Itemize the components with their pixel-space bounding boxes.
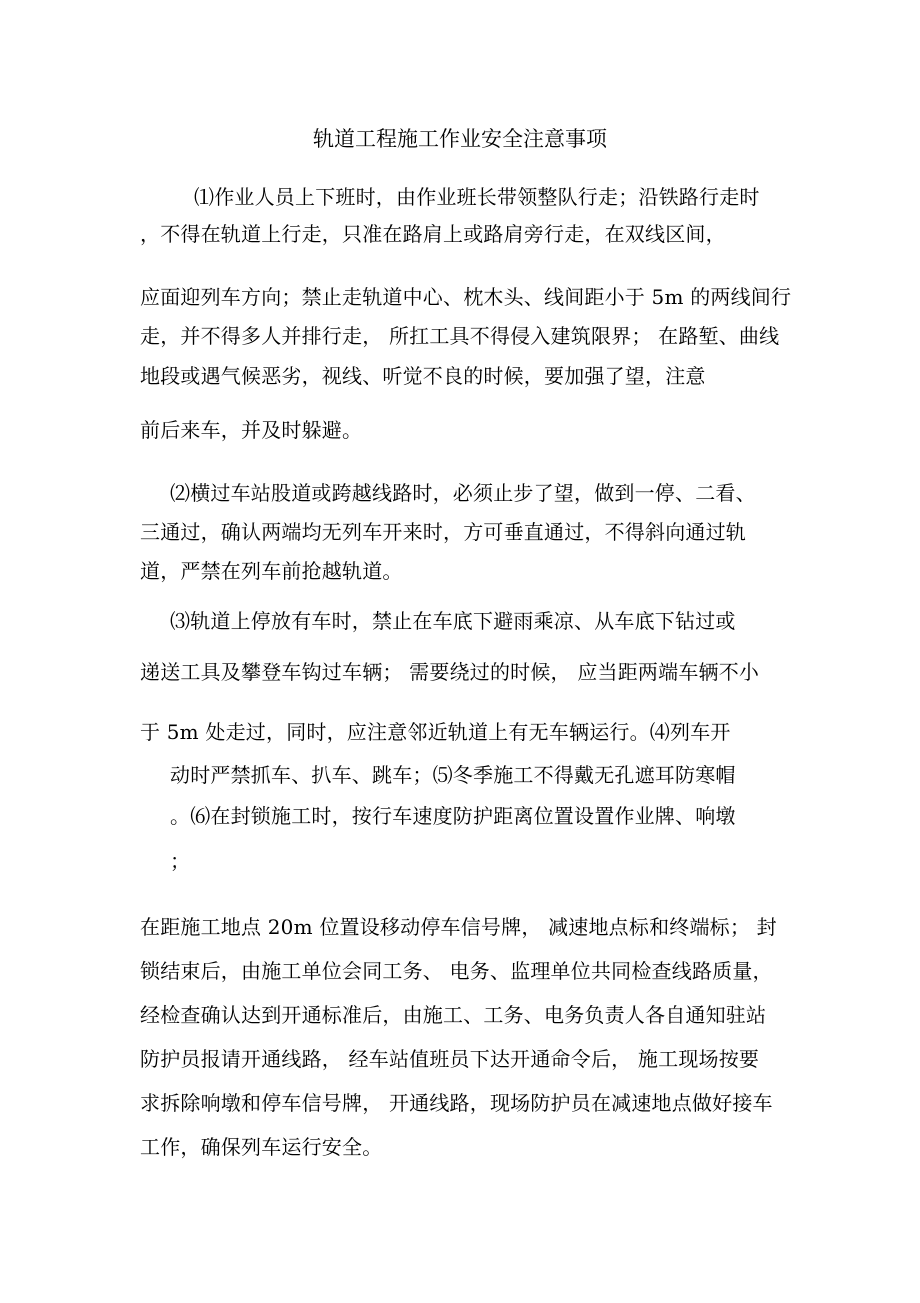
- text-line: 经检查确认达到开通标准后，由施工、工务、电务负责人各自通知驻站: [140, 1003, 767, 1027]
- text-line: 锁结束后，由施工单位会同工务、 电务、监理单位共同检查线路质量，: [140, 959, 773, 983]
- text-line: 。⑹在封锁施工时，按行车速度防护距离位置设置作业牌、响墩: [170, 804, 736, 828]
- document-title: 轨道工程施工作业安全注意事项: [313, 127, 607, 151]
- text-line: ，不得在轨道上行走，只准在路肩上或路肩旁行走，在双线区间，: [140, 222, 726, 246]
- text-line: 求拆除响墩和停车信号牌， 开通线路，现场防护员在减速地点做好接车: [140, 1091, 773, 1115]
- text-line: ⑵横过车站股道或跨越线路时，必须止步了望，做到一停、二看、: [170, 481, 756, 505]
- text-line: ⑶轨道上停放有车时，禁止在车底下避雨乘凉、从车底下钻过或: [170, 609, 736, 633]
- text-line: 在距施工地点 20m 位置设移动停车信号牌， 减速地点标和终端标； 封: [140, 915, 777, 939]
- text-line: 于 5m 处走过，同时，应注意邻近轨道上有无车辆运行。⑷列车开: [140, 720, 731, 744]
- text-line: 三通过，确认两端均无列车开来时，方可垂直通过，不得斜向通过轨: [140, 520, 746, 544]
- text-line: 动时严禁抓车、扒车、跳车；⑸冬季施工不得戴无孔遮耳防寒帽: [170, 763, 736, 787]
- text-line: 工作，确保列车运行安全。: [140, 1135, 383, 1159]
- text-line: 道，严禁在列车前抢越轨道。: [140, 559, 403, 583]
- text-line: 地段或遇气候恶劣，视线、听觉不良的时候，要加强了望，注意: [140, 364, 706, 388]
- text-line: 走，并不得多人并排行走， 所扛工具不得侵入建筑限界； 在路堑、曲线: [140, 324, 780, 348]
- text-line: ；: [170, 849, 191, 873]
- text-line: ⑴作业人员上下班时，由作业班长带领整队行走；沿铁路行走时: [194, 185, 760, 209]
- text-line: 前后来车，并及时躲避。: [140, 418, 363, 442]
- text-line: 应面迎列车方向；禁止走轨道中心、枕木头、线间距小于 5m 的两线间行: [140, 285, 792, 309]
- text-line: 防护员报请开通线路， 经车站值班员下达开通命令后， 施工现场按要: [140, 1047, 760, 1071]
- text-line: 递送工具及攀登车钩过车辆； 需要绕过的时候， 应当距两端车辆不小: [140, 660, 760, 684]
